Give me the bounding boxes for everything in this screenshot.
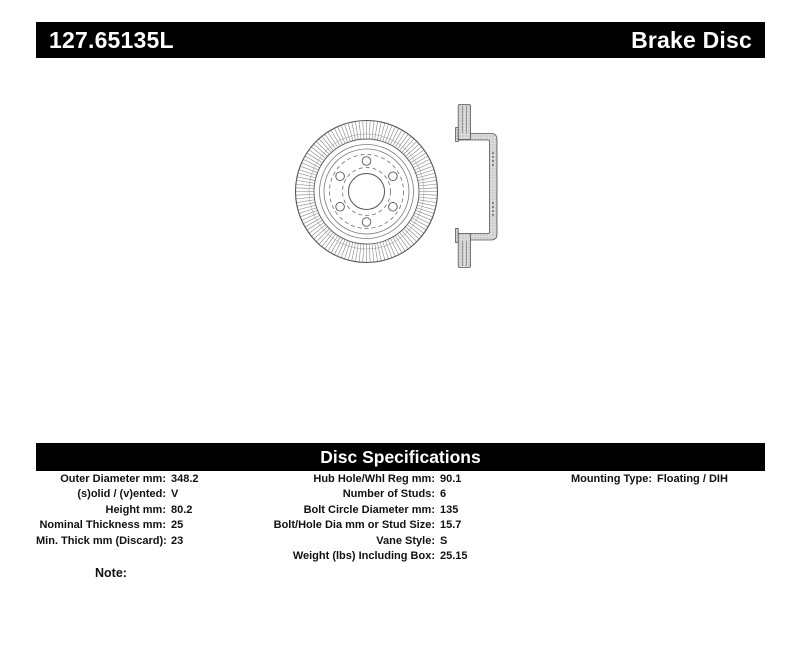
stud-hole [336,202,345,211]
spec-row [36,487,199,502]
spec-label: Min. Thick mm (Discard): [36,534,167,547]
spec-value: Floating / DIH [657,473,728,485]
spec-label: Bolt Circle Diameter mm: [303,503,435,516]
spec-value: V [171,488,179,501]
spec-label: (s)olid / (v)ented: [77,488,166,501]
rotor-section-top [458,105,470,140]
note-label: Note: [95,566,127,580]
stud-hole [362,218,371,227]
spec-value: 80.2 [171,503,193,516]
spec-label: Bolt/Hole Dia mm or Stud Size: [273,519,435,532]
hat-lip-bottom [456,229,459,243]
stud-hole [336,172,345,181]
spec-value: 90.1 [440,473,462,485]
spec-value: 6 [440,488,447,501]
spec-row [270,534,468,549]
spec-value: 25 [171,519,184,532]
spec-value: 15.7 [440,519,462,532]
spec-row [36,503,199,518]
stud-hole [389,202,398,211]
stud-hole [362,157,371,166]
product-type-title: Brake Disc [631,26,752,53]
hat-lip-top [456,128,459,142]
rotor-section-bottom [458,234,470,268]
spec-row [36,518,199,533]
spec-row [36,472,199,487]
spec-value: 348.2 [171,473,199,485]
spec-row [270,503,468,518]
disc-specifications-header [36,443,765,471]
spec-row [270,487,468,502]
spec-row [270,549,468,564]
spec-label: Nominal Thickness mm: [39,519,166,532]
spec-row [270,472,468,487]
spec-column-left [36,472,199,549]
spec-value: 23 [171,534,184,547]
spec-column-right [540,472,728,487]
spec-value: 135 [440,503,459,516]
spec-label: Weight (lbs) Including Box: [292,550,435,563]
disc-specifications-title: Disc Specifications [320,446,481,467]
spec-label: Hub Hole/Whl Reg mm: [313,473,435,485]
spec-column-middle [270,472,468,564]
brake-disc-front-view [296,121,438,263]
spec-value: S [440,534,448,547]
spec-row [540,472,728,487]
spec-label: Vane Style: [376,534,435,547]
hat-section [458,134,497,241]
spec-row [36,534,199,549]
spec-label: Mounting Type: [570,473,652,485]
spec-value: 25.15 [440,550,468,563]
spec-label: Outer Diameter mm: [60,473,166,485]
spec-label: Number of Studs: [342,488,435,501]
stud-hole [389,172,398,181]
spec-row [270,518,468,533]
part-number: 127.65135L [49,26,174,53]
spec-label: Height mm: [105,503,166,516]
brake-disc-cross-section-view [456,105,497,268]
